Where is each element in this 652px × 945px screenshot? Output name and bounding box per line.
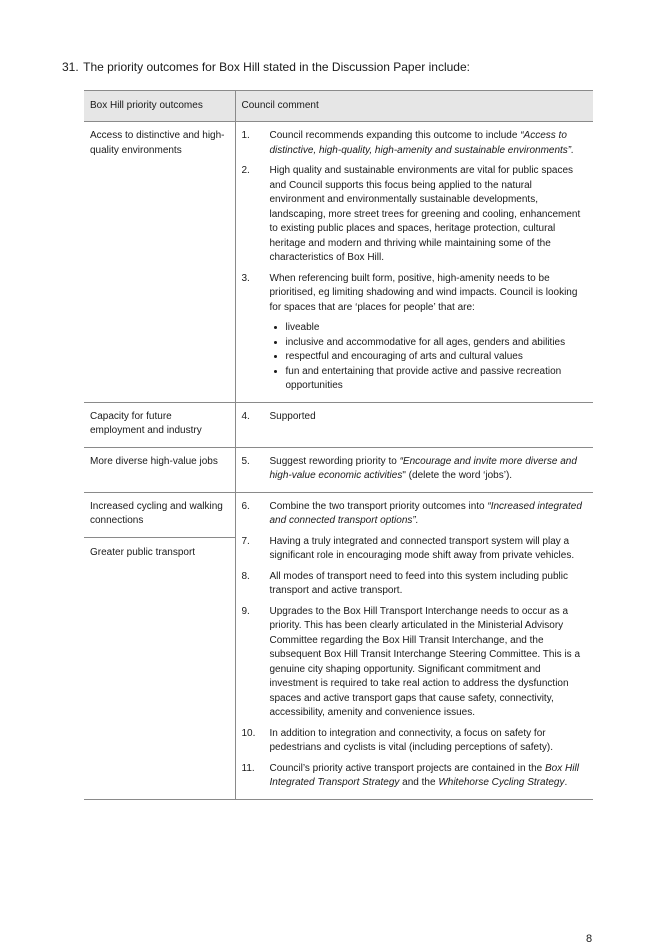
intro-text: The priority outcomes for Box Hill stated in the Discussion Paper include: xyxy=(83,60,470,74)
comment-cell xyxy=(235,492,593,799)
comment-item xyxy=(242,164,588,266)
text-run: Council’s priority active transport projects are contained in the xyxy=(269,762,546,774)
comment-cell xyxy=(235,447,593,492)
comment-item xyxy=(242,129,588,158)
item-number: 9. xyxy=(241,605,250,617)
comment-item xyxy=(242,535,588,564)
comment-item xyxy=(242,272,588,394)
italic-text-run: “Encourage and invite more diverse and high-value economic activities xyxy=(269,455,577,481)
item-number: 3. xyxy=(241,272,250,284)
item-number: 4. xyxy=(241,410,250,422)
comment-item xyxy=(242,762,588,791)
outcome-cell: Capacity for future employment and industry xyxy=(84,402,235,447)
comment-item xyxy=(242,605,588,721)
table-row xyxy=(84,447,593,492)
outcome-cell: Access to distinctive and high-quality environments xyxy=(84,122,235,403)
item-text: In addition to integration and connectivity, a focus on safety for pedestrians and cyclists is vital (including perceptions of safety). xyxy=(269,727,553,753)
text-run: When referencing built form, positive, high-amenity needs to be prioritised, eg limiting shadowing and wind impacts. Council is looking for spaces that are ‘places for people’ that are: xyxy=(269,272,578,313)
item-number: 1. xyxy=(241,130,250,141)
italic-text-run: Box Hill Integrated Transport Strategy xyxy=(269,762,579,788)
item-text xyxy=(270,272,588,394)
bullet-list xyxy=(270,321,588,394)
item-number: 11. xyxy=(241,762,255,774)
intro-number: 31. xyxy=(62,60,79,74)
priority-outcomes-table xyxy=(84,90,593,800)
table-row xyxy=(84,122,593,403)
bullet-item: • respectful and encouraging of arts and cultural values xyxy=(286,350,588,365)
bullet-item: • fun and entertaining that provide active and passive recreation opportunities xyxy=(286,365,588,394)
item-number: 6. xyxy=(241,500,250,512)
intro-paragraph xyxy=(62,60,470,74)
outcome-cell: More diverse high-value jobs xyxy=(84,447,235,492)
outcome-cycling-walking: Increased cycling and walking connections xyxy=(84,500,235,538)
comment-cell xyxy=(235,122,593,403)
item-number: 2. xyxy=(241,165,250,176)
italic-text-run: “Access to distinctive, high-quality, high-amenity and sustainable environments”. xyxy=(269,130,574,156)
item-text xyxy=(270,129,588,158)
page-number: 8 xyxy=(586,933,593,945)
text-run: Combine the two transport priority outcomes into xyxy=(269,500,488,512)
header-outcomes: Box Hill priority outcomes xyxy=(84,91,235,122)
item-text: Having a truly integrated and connected transport system will play a significant role in encouraging mode shift away from private vehicles. xyxy=(269,535,575,561)
item-text xyxy=(270,762,588,791)
text-run: " (delete the word ‘jobs’). xyxy=(402,470,513,481)
comment-item xyxy=(242,455,588,484)
text-run: Council recommends expanding this outcome to include xyxy=(269,130,521,141)
comment-item xyxy=(242,727,588,756)
table-row xyxy=(84,492,593,799)
comment-cell xyxy=(235,402,593,447)
italic-text-run: “Increased integrated and connected transport options”. xyxy=(269,500,582,526)
item-number: 5. xyxy=(241,455,250,467)
bullet-item: • liveable xyxy=(286,321,588,336)
comment-item xyxy=(242,500,588,529)
text-run: and the xyxy=(399,777,439,788)
comment-item xyxy=(242,570,588,599)
comment-item xyxy=(242,410,588,425)
item-text xyxy=(270,455,588,484)
text-run: . xyxy=(564,777,568,788)
header-council-comment: Council comment xyxy=(235,91,593,122)
outcome-cell xyxy=(84,492,235,799)
italic-text-run: Whitehorse Cycling Strategy xyxy=(438,777,565,788)
bullet-item: • inclusive and accommodative for all ages, genders and abilities xyxy=(286,336,588,351)
text-run: Suggest rewording priority to xyxy=(269,455,400,467)
item-text xyxy=(270,500,588,529)
item-text: All modes of transport need to feed into this system including public transport and active transport. xyxy=(269,570,568,596)
item-text: Upgrades to the Box Hill Transport Interchange needs to occur as a priority. This has been clearly articulated in the Ministerial Advisory Committee regarding the Box Hill Transit Interchange, and the subsequent Box Hill Transit Interchange Steering Committee. This is a genuine city shaping opportunity. Significant commitment and investment is required to take real action to address the dysfunction spaces and active transport gaps that cause safety, connectivity, accessibility, amenity and convenience issues. xyxy=(269,605,581,718)
item-number: 8. xyxy=(241,570,250,582)
item-text: High quality and sustainable environments are vital for public spaces and Council supports this focus being applied to the natural environment and environmentally sustainable developments, landscaping, more street trees for greening and cooling, enhancement to existing public places and spaces, heritage protection, cultural heritage and modern and thriving while maintaining some of the characteristics of Box Hill. xyxy=(269,165,581,263)
table-row xyxy=(84,402,593,447)
item-number: 7. xyxy=(241,535,250,547)
item-text: Supported xyxy=(269,410,316,422)
outcome-public-transport: Greater public transport xyxy=(90,546,196,558)
item-number: 10. xyxy=(241,727,256,739)
table-header-row xyxy=(84,91,593,122)
